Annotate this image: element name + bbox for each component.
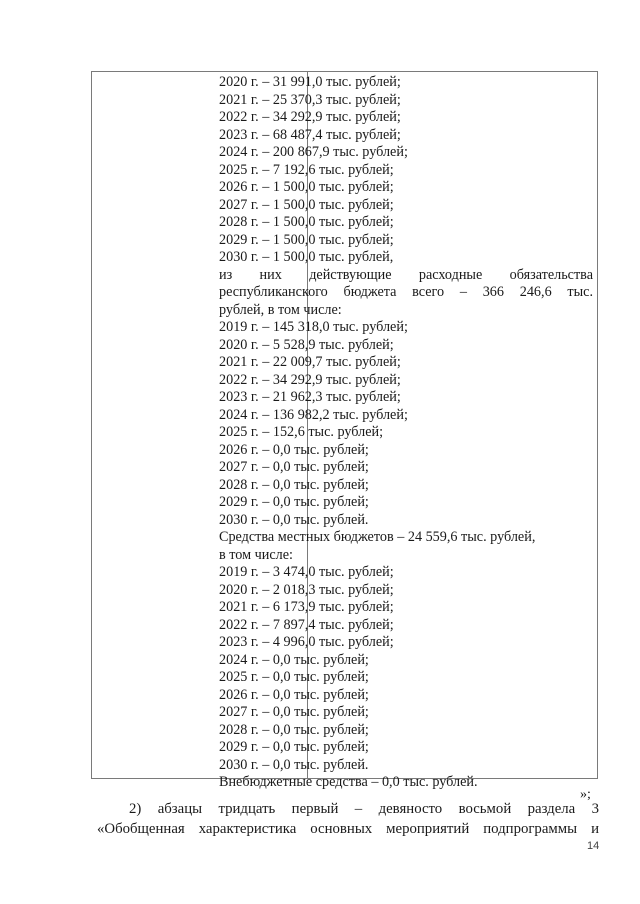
- cell-line: 2022 г. – 34 292,9 тыс. рублей;: [219, 371, 401, 388]
- cell-line: Внебюджетные средства – 0,0 тыс. рублей.: [219, 774, 478, 790]
- cell-line: 2025 г. – 152,6 тыс. рублей;: [219, 424, 384, 440]
- cell-line: 2026 г. – 1 500,0 тыс. рублей;: [219, 179, 394, 195]
- cell-line: 2030 г. – 0,0 тыс. рублей.: [219, 511, 369, 528]
- cell-line: 2023 г. – 68 487,4 тыс. рублей;: [219, 126, 401, 143]
- amendment-paragraph: [97, 799, 599, 839]
- cell-line: 2022 г. – 7 897,4 тыс. рублей;: [219, 616, 394, 633]
- cell-line: 2025 г. – 7 192,6 тыс. рублей;: [219, 161, 394, 178]
- cell-line: 2024 г. – 136 982,2 тыс. рублей;: [219, 406, 408, 423]
- paragraph-line: 2) абзацы тридцать первый – девяносто восьмой раздела 3: [129, 801, 599, 817]
- cell-line: 2029 г. – 1 500,0 тыс. рублей;: [219, 231, 394, 248]
- cell-line: 2026 г. – 0,0 тыс. рублей;: [219, 441, 369, 458]
- cell-line: 2021 г. – 22 009,7 тыс. рублей;: [219, 354, 401, 370]
- cell-line: в том числе:: [219, 546, 293, 563]
- cell-line: 2029 г. – 0,0 тыс. рублей;: [219, 494, 369, 510]
- cell-line: республиканского бюджета всего – 366 246,6 тыс.: [219, 284, 593, 300]
- cell-line: 2019 г. – 145 318,0 тыс. рублей;: [219, 319, 408, 335]
- cell-line: 2023 г. – 21 962,3 тыс. рублей;: [219, 389, 401, 405]
- cell-line: Средства местных бюджетов – 24 559,6 тыс. рублей,: [219, 529, 536, 545]
- cell-line: 2024 г. – 200 867,9 тыс. рублей;: [219, 144, 408, 160]
- cell-line: 2029 г. – 0,0 тыс. рублей;: [219, 739, 369, 755]
- cell-line: 2019 г. – 3 474,0 тыс. рублей;: [219, 564, 394, 580]
- cell-line: 2030 г. – 0,0 тыс. рублей.: [219, 756, 369, 773]
- cell-line: 2028 г. – 1 500,0 тыс. рублей;: [219, 214, 394, 230]
- cell-line: 2025 г. – 0,0 тыс. рублей;: [219, 669, 369, 685]
- cell-line: 2020 г. – 31 991,0 тыс. рублей;: [219, 74, 401, 90]
- cell-line: 2020 г. – 2 018,3 тыс. рублей;: [219, 581, 394, 598]
- cell-line: 2028 г. – 0,0 тыс. рублей;: [219, 721, 369, 738]
- cell-line: 2020 г. – 5 528,9 тыс. рублей;: [219, 336, 394, 353]
- cell-line: из них действующие расходные обязательства: [219, 266, 593, 283]
- closing-quote: »;: [580, 787, 591, 802]
- cell-line: рублей, в том числе:: [219, 301, 342, 318]
- cell-line: 2021 г. – 25 370,3 тыс. рублей;: [219, 91, 401, 108]
- cell-line: 2027 г. – 0,0 тыс. рублей;: [219, 459, 369, 475]
- paragraph-line: «Обобщенная характеристика основных мероприятий подпрограммы и: [97, 821, 599, 837]
- cell-line: 2021 г. – 6 173,9 тыс. рублей;: [219, 599, 394, 615]
- page-number: 14: [587, 840, 600, 852]
- cell-line: 2027 г. – 0,0 тыс. рублей;: [219, 704, 369, 720]
- cell-line: 2023 г. – 4 996,0 тыс. рублей;: [219, 634, 394, 650]
- cell-line: 2030 г. – 1 500,0 тыс. рублей,: [219, 249, 394, 265]
- table-cell-content: [219, 74, 593, 792]
- cell-line: 2022 г. – 34 292,9 тыс. рублей;: [219, 109, 401, 125]
- cell-line: 2027 г. – 1 500,0 тыс. рублей;: [219, 196, 394, 213]
- cell-line: 2028 г. – 0,0 тыс. рублей;: [219, 476, 369, 493]
- cell-line: 2026 г. – 0,0 тыс. рублей;: [219, 686, 369, 703]
- cell-line: 2024 г. – 0,0 тыс. рублей;: [219, 651, 369, 668]
